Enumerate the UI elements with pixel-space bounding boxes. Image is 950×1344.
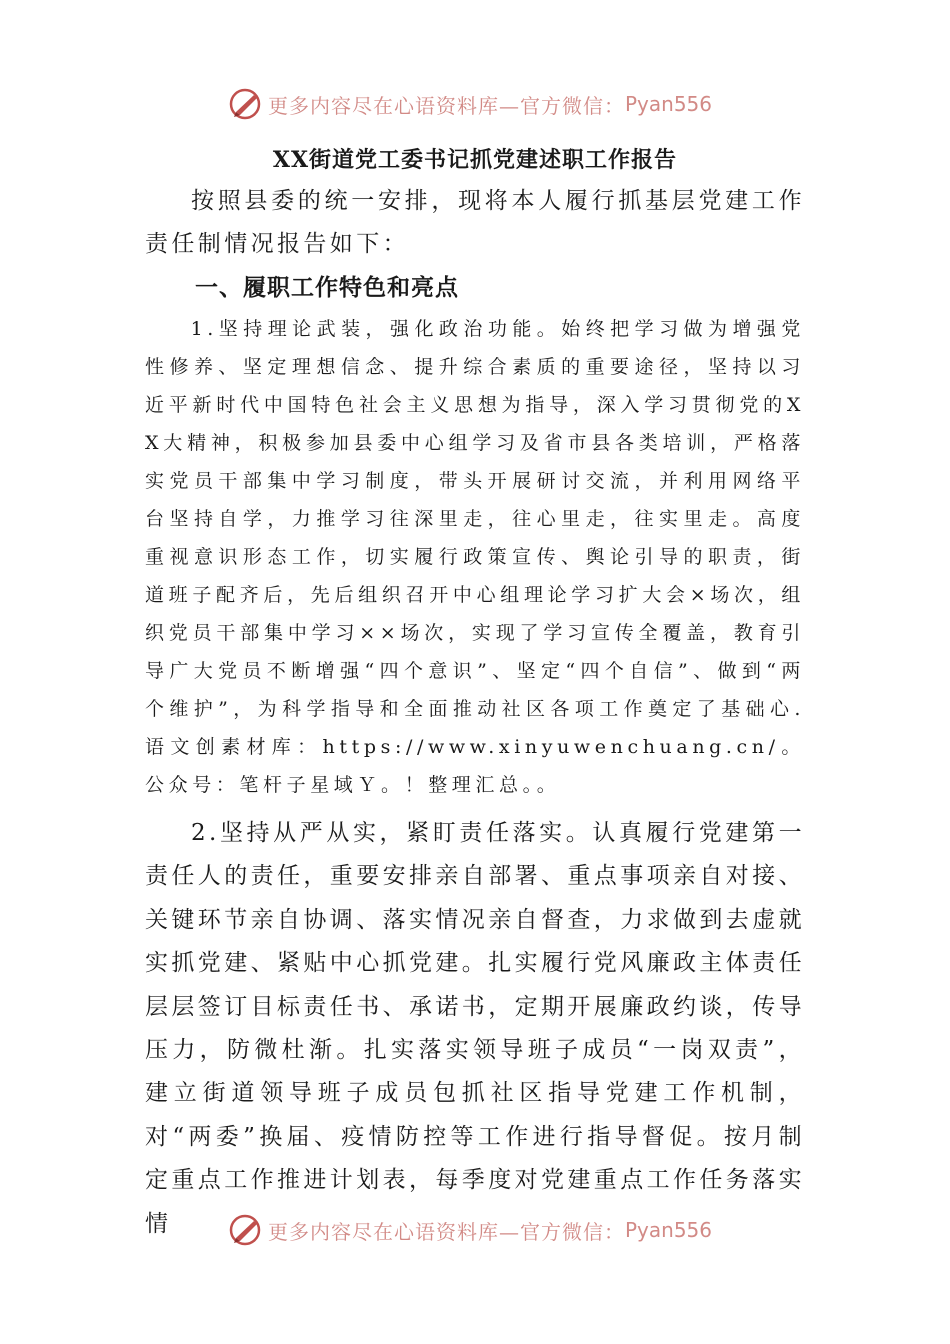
pen-logo-icon — [228, 86, 264, 122]
watermark-account: Pyan556 — [625, 92, 713, 116]
section-heading: 一、履职工作特色和亮点 — [195, 274, 459, 301]
pen-logo-icon — [228, 1212, 264, 1248]
paragraph-1: 1.坚持理论武装，强化政治功能。始终把学习做为增强党性修养、坚定理想信念、提升综合素质的重要途径，坚持以习近平新时代中国特色社会主义思想为指导，深入学习贯彻党的XX大精神，积极参加县委中心组学习及省市县各类培训，严格落实党员干部集中学习制度，带头开展研讨交流，并利用网络平台坚持自学，力推学习往深里走，往心里走，往实里走。高度重视意识形态工作，切实履行政策宣传、舆论引导的职责，街道班子配齐后，先后组织召开中心组理论学习扩大会×场次，组织党员干部集中学习××场次，实现了学习宣传全覆盖，教育引导广大党员不断增强“四个意识”、坚定“四个自信”、做到“两个维护”，为科学指导和全面推动社区各项工作奠定了基础心.语文创素材库：https://www.xinyuwenchuang.cn/。公众号：笔杆子星域Ｙ。！整理汇总。。 — [145, 318, 805, 796]
document-title: XX街道党工委书记抓党建述职工作报告 — [272, 147, 678, 173]
watermark-text: 更多内容尽在心语资料库—官方微信： — [268, 1219, 625, 1244]
watermark-banner-bottom — [228, 1210, 748, 1250]
watermark-account: Pyan556 — [625, 1218, 713, 1242]
watermark-banner-top — [228, 84, 748, 124]
intro-paragraph: 按照县委的统一安排，现将本人履行抓基层党建工作责任制情况报告如下： — [145, 188, 805, 257]
document-body — [145, 140, 805, 1246]
watermark-text: 更多内容尽在心语资料库—官方微信： — [268, 93, 625, 118]
paragraph-2: 2.坚持从严从实，紧盯责任落实。认真履行党建第一责任人的责任，重要安排亲自部署、重点事项亲自对接、关键环节亲自协调、落实情况亲自督查，力求做到去虚就实抓党建、紧贴中心抓党建。扎实履行党风廉政主体责任层层签订目标责任书、承诺书，定期开展廉政约谈，传导压力，防微杜渐。扎实落实领导班子成员“一岗双责”，建立街道领导班子成员包抓社区指导党建工作机制，对“两委”换届、疫情防控等工作进行指导督促。按月制定重点工作推进计划表，每季度对党建重点工作任务落实情 — [145, 820, 805, 1237]
